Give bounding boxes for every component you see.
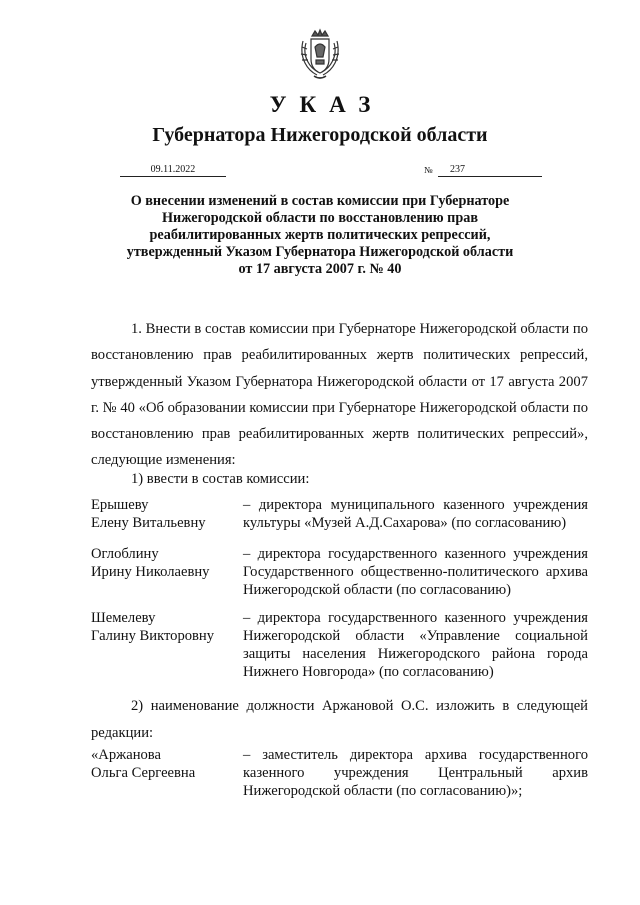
member-name (91, 746, 241, 782)
document-type: УКАЗ (269, 92, 384, 117)
heading-line: Нижегородской области по восстановлению прав (161, 210, 479, 226)
member-position: – директора государственного казенного учреждения Государственного общественно-политического архива Нижегородской области (по согласованию) (243, 546, 588, 598)
member-surname: «Аржанова (91, 747, 161, 763)
heading-line: утвержденный Указом Губернатора Нижегородской области (126, 244, 514, 260)
member-surname: Шемелеву (91, 610, 156, 626)
decree-date: 09.11.2022 (120, 164, 226, 177)
member-given-names: Ольга Сергеевна (91, 765, 196, 781)
member-given-names: Галину Викторовну (91, 628, 215, 644)
heading-line: О внесении изменений в состав комиссии при Губернаторе (130, 193, 510, 209)
member-name (91, 545, 241, 581)
item-1-heading: 1) ввести в состав комиссии: (131, 471, 310, 487)
heading-line: реабилитированных жертв политических репрессий, (149, 227, 491, 243)
member-position: – директора муниципального казенного учреждения культуры «Музей А.Д.Сахарова» (по согласованию) (243, 497, 588, 531)
member-surname: Ерышеву (91, 497, 149, 513)
coat-of-arms-icon (299, 27, 341, 83)
decree-number: 237 (438, 164, 542, 177)
paragraph-2: 2) наименование должности Аржановой О.С. изложить в следующей редакции: (91, 698, 588, 741)
member-name (91, 496, 241, 532)
number-sign: № (424, 165, 433, 175)
paragraph-1: 1. Внести в состав комиссии при Губернаторе Нижегородской области по восстановлению прав реабилитированных жертв политических репрессий, утвержденный Указом Губернатора Нижегородской области от 17 августа 2007 г. № 40 «Об образовании комиссии при Губернаторе Нижегородской области по восстановлению прав реабилитированных жертв политических репрессий», следующие изменения: (91, 321, 588, 469)
member-surname: Оглоблину (91, 546, 159, 562)
heading-line: от 17 августа 2007 г. № 40 (238, 261, 402, 277)
member-given-names: Ирину Николаевну (91, 564, 210, 580)
decree-heading (90, 193, 550, 278)
member-given-names: Елену Витальевну (91, 515, 206, 531)
issuer-title: Губернатора Нижегородской области (152, 124, 488, 146)
member-name (91, 609, 241, 645)
member-position: – заместитель директора архива государственного казенного учреждения Центральный архив Нижегородской области (по согласованию)»; (243, 747, 588, 799)
member-position: – директора государственного казенного учреждения Нижегородской области «Управление социальной защиты населения Нижегородского района города Нижнего Новгорода» (по согласованию) (243, 610, 588, 680)
